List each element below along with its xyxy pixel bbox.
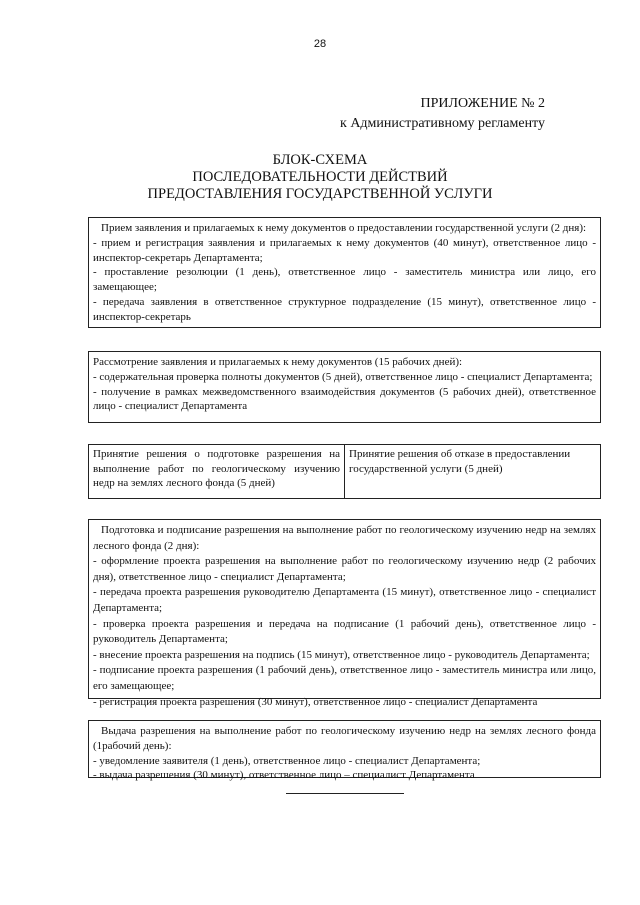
block-heading: Выдача разрешения на выполнение работ по геологическому изучению недр на землях лесного фонда (1рабочий день):	[93, 725, 596, 752]
block-item: - выдача разрешения (30 минут), ответственное лицо – специалист Департамента	[93, 769, 475, 782]
flow-block-issuance	[88, 720, 601, 782]
flow-block-reception	[88, 217, 601, 328]
appendix-subtitle: к Административному регламенту	[340, 116, 545, 131]
block-item: - регистрация проекта разрешения (30 минут), ответственное лицо - специалист Департамента	[93, 695, 538, 708]
page-number: 28	[313, 38, 327, 50]
block-heading: Подготовка и подписание разрешения на выполнение работ по геологическому изучению недр на землях лесного фонда (2 дня):	[93, 524, 596, 552]
block-item: - передача проекта разрешения руководителю Департамента (15 минут), ответственное лицо - специалист Департамента;	[93, 586, 596, 614]
block-heading: Прием заявления и прилагаемых к нему документов о предоставлении государственной услуги (2 дня):	[101, 222, 587, 234]
appendix-header	[300, 94, 545, 134]
appendix-title: ПРИЛОЖЕНИЕ № 2	[420, 96, 545, 111]
block-item: - подписание проекта разрешения (1 рабочий день), ответственное лицо - заместитель министра или лицо, его замещающее;	[93, 664, 596, 692]
flow-block-decision	[88, 444, 601, 499]
block-item: - передача заявления в ответственное структурное подразделение (15 минут), ответственное лицо - инспектор-секретарь	[93, 295, 596, 323]
decision-approve: Принятие решения о подготовке разрешения на выполнение работ по геологическому изучению недр на землях лесного фонда (5 дней)	[89, 445, 345, 498]
title-line-1: БЛОК-СХЕМА	[272, 152, 368, 168]
block-item: - оформление проекта разрешения на выполнение работ по геологическому изучению недр (2 рабочих дня), ответственное лицо - специалист Департамента;	[93, 555, 596, 583]
decision-refuse: Принятие решения об отказе в предоставлении государственной услуги (5 дней)	[349, 448, 571, 475]
flow-block-review	[88, 351, 601, 423]
flow-block-preparation	[88, 519, 601, 708]
block-item: - содержательная проверка полноты документов (5 дней), ответственное лицо - специалист Департамента;	[93, 370, 593, 383]
block-item: - уведомление заявителя (1 день), ответственное лицо - специалист Департамента;	[93, 754, 481, 767]
block-item: - проставление резолюции (1 день), ответственное лицо - заместитель министра или лицо, его замещающее;	[93, 266, 596, 294]
document-title	[0, 152, 640, 203]
block-item: - получение в рамках межведомственного взаимодействия документов (5 рабочих дней), ответственное лицо - специалист Департамента	[93, 385, 596, 413]
block-item: - проверка проекта разрешения и передача на подписание (1 рабочий день), ответственное лицо - руководитель Департамента;	[93, 617, 596, 646]
title-line-2: ПОСЛЕДОВАТЕЛЬНОСТИ ДЕЙСТВИЙ	[192, 169, 448, 185]
block-heading: Рассмотрение заявления и прилагаемых к нему документов (15 рабочих дней):	[93, 356, 463, 368]
end-divider-line	[286, 793, 404, 794]
title-line-3: ПРЕДОСТАВЛЕНИЯ ГОСУДАРСТВЕННОЙ УСЛУГИ	[147, 186, 493, 202]
block-item: - прием и регистрация заявления и прилагаемых к нему документов (40 минут), ответственное лицо - инспектор-секретарь Департамента;	[93, 236, 596, 264]
block-item: - внесение проекта разрешения на подпись (15 минут), ответственное лицо - руководитель Департамента;	[93, 648, 590, 661]
